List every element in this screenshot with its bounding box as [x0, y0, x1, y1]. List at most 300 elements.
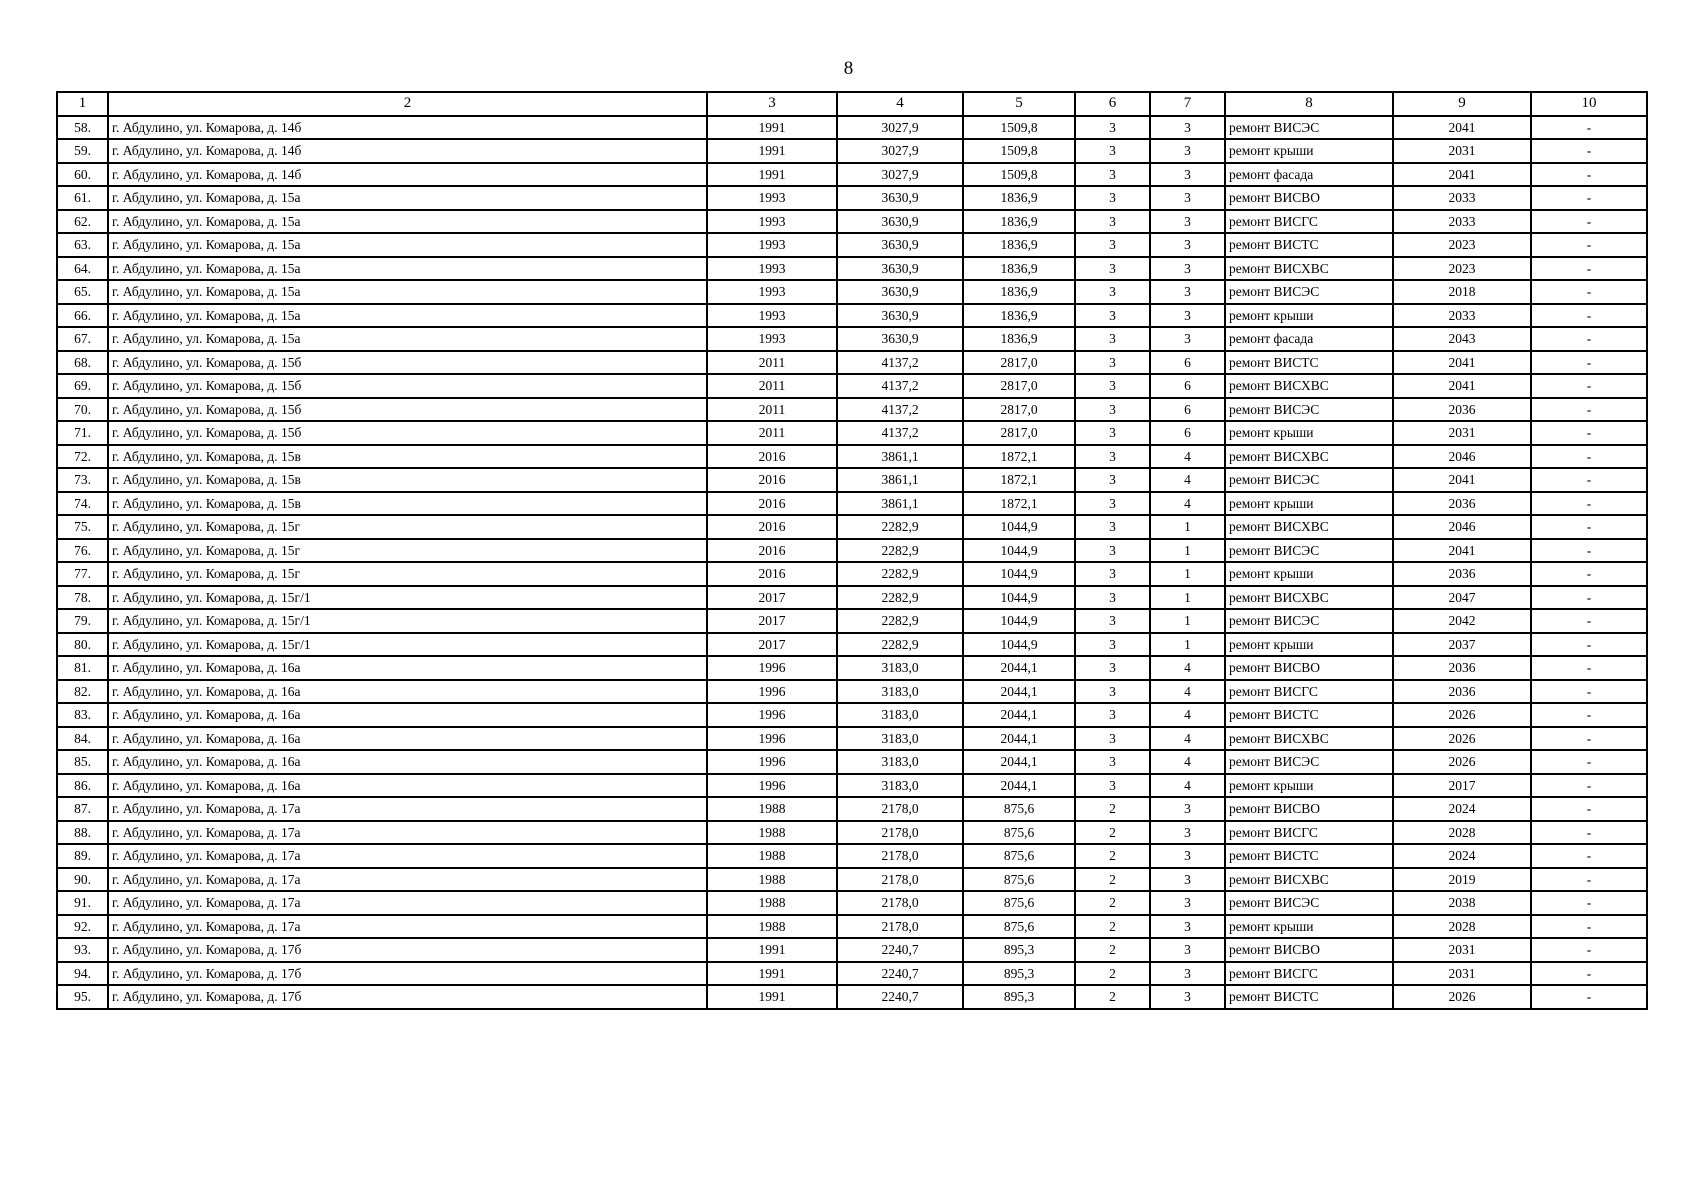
entrances-cell: 1 [1150, 562, 1225, 586]
row-number-cell: 58. [57, 116, 108, 140]
work-type-cell: ремонт крыши [1225, 633, 1393, 657]
floors-cell: 2 [1075, 844, 1150, 868]
entrances-cell: 3 [1150, 186, 1225, 210]
address-cell: г. Абдулино, ул. Комарова, д. 15а [108, 210, 707, 234]
living-area-cell: 2817,0 [963, 351, 1075, 375]
address-cell: г. Абдулино, ул. Комарова, д. 15в [108, 492, 707, 516]
note-cell: - [1531, 656, 1647, 680]
table-row [57, 327, 1647, 351]
entrances-cell: 6 [1150, 421, 1225, 445]
work-type-cell: ремонт ВИСТС [1225, 233, 1393, 257]
year-cell: 1996 [707, 727, 837, 751]
planned-year-cell: 2038 [1393, 891, 1531, 915]
address-cell: г. Абдулино, ул. Комарова, д. 15а [108, 280, 707, 304]
total-area-cell: 2282,9 [837, 633, 963, 657]
work-type-cell: ремонт ВИСТС [1225, 703, 1393, 727]
address-cell: г. Абдулино, ул. Комарова, д. 15б [108, 351, 707, 375]
total-area-cell: 2240,7 [837, 962, 963, 986]
address-cell: г. Абдулино, ул. Комарова, д. 15г [108, 515, 707, 539]
table-row [57, 985, 1647, 1009]
column-header: 9 [1393, 92, 1531, 116]
row-number-cell: 83. [57, 703, 108, 727]
total-area-cell: 3183,0 [837, 727, 963, 751]
table-row [57, 844, 1647, 868]
note-cell: - [1531, 868, 1647, 892]
planned-year-cell: 2026 [1393, 750, 1531, 774]
year-cell: 2017 [707, 633, 837, 657]
total-area-cell: 2178,0 [837, 915, 963, 939]
row-number-cell: 80. [57, 633, 108, 657]
note-cell: - [1531, 210, 1647, 234]
row-number-cell: 60. [57, 163, 108, 187]
entrances-cell: 4 [1150, 727, 1225, 751]
entrances-cell: 3 [1150, 257, 1225, 281]
year-cell: 1991 [707, 985, 837, 1009]
row-number-cell: 95. [57, 985, 108, 1009]
living-area-cell: 1044,9 [963, 562, 1075, 586]
total-area-cell: 2178,0 [837, 821, 963, 845]
row-number-cell: 70. [57, 398, 108, 422]
work-type-cell: ремонт ВИСХВС [1225, 374, 1393, 398]
living-area-cell: 2817,0 [963, 398, 1075, 422]
planned-year-cell: 2047 [1393, 586, 1531, 610]
entrances-cell: 3 [1150, 821, 1225, 845]
total-area-cell: 2240,7 [837, 938, 963, 962]
floors-cell: 2 [1075, 797, 1150, 821]
column-number-row [57, 92, 1647, 116]
note-cell: - [1531, 586, 1647, 610]
work-type-cell: ремонт крыши [1225, 421, 1393, 445]
entrances-cell: 3 [1150, 985, 1225, 1009]
address-cell: г. Абдулино, ул. Комарова, д. 17а [108, 821, 707, 845]
living-area-cell: 1872,1 [963, 468, 1075, 492]
entrances-cell: 4 [1150, 703, 1225, 727]
note-cell: - [1531, 891, 1647, 915]
note-cell: - [1531, 774, 1647, 798]
table-row [57, 492, 1647, 516]
year-cell: 1991 [707, 938, 837, 962]
address-cell: г. Абдулино, ул. Комарова, д. 16а [108, 727, 707, 751]
row-number-cell: 61. [57, 186, 108, 210]
note-cell: - [1531, 915, 1647, 939]
floors-cell: 3 [1075, 163, 1150, 187]
floors-cell: 3 [1075, 656, 1150, 680]
total-area-cell: 3861,1 [837, 445, 963, 469]
column-header: 8 [1225, 92, 1393, 116]
address-cell: г. Абдулино, ул. Комарова, д. 15г/1 [108, 633, 707, 657]
year-cell: 2016 [707, 445, 837, 469]
address-cell: г. Абдулино, ул. Комарова, д. 15а [108, 257, 707, 281]
total-area-cell: 2178,0 [837, 797, 963, 821]
address-cell: г. Абдулино, ул. Комарова, д. 17б [108, 962, 707, 986]
work-type-cell: ремонт ВИСХВС [1225, 727, 1393, 751]
total-area-cell: 3027,9 [837, 139, 963, 163]
column-header: 4 [837, 92, 963, 116]
work-type-cell: ремонт ВИСТС [1225, 985, 1393, 1009]
floors-cell: 3 [1075, 492, 1150, 516]
work-type-cell: ремонт ВИСЭС [1225, 116, 1393, 140]
planned-year-cell: 2024 [1393, 797, 1531, 821]
table-row [57, 257, 1647, 281]
floors-cell: 2 [1075, 962, 1150, 986]
note-cell: - [1531, 421, 1647, 445]
note-cell: - [1531, 985, 1647, 1009]
work-type-cell: ремонт крыши [1225, 139, 1393, 163]
address-cell: г. Абдулино, ул. Комарова, д. 17а [108, 891, 707, 915]
year-cell: 2016 [707, 492, 837, 516]
entrances-cell: 3 [1150, 938, 1225, 962]
register-table [56, 91, 1648, 1010]
row-number-cell: 87. [57, 797, 108, 821]
total-area-cell: 3630,9 [837, 186, 963, 210]
table-row [57, 656, 1647, 680]
total-area-cell: 3861,1 [837, 492, 963, 516]
address-cell: г. Абдулино, ул. Комарова, д. 15б [108, 374, 707, 398]
living-area-cell: 895,3 [963, 962, 1075, 986]
year-cell: 1988 [707, 868, 837, 892]
living-area-cell: 1836,9 [963, 280, 1075, 304]
address-cell: г. Абдулино, ул. Комарова, д. 17б [108, 985, 707, 1009]
address-cell: г. Абдулино, ул. Комарова, д. 15в [108, 445, 707, 469]
note-cell: - [1531, 351, 1647, 375]
note-cell: - [1531, 186, 1647, 210]
table-row [57, 116, 1647, 140]
address-cell: г. Абдулино, ул. Комарова, д. 15г [108, 562, 707, 586]
note-cell: - [1531, 374, 1647, 398]
work-type-cell: ремонт ВИСЭС [1225, 398, 1393, 422]
address-cell: г. Абдулино, ул. Комарова, д. 17а [108, 844, 707, 868]
planned-year-cell: 2036 [1393, 656, 1531, 680]
year-cell: 1991 [707, 139, 837, 163]
planned-year-cell: 2042 [1393, 609, 1531, 633]
floors-cell: 2 [1075, 868, 1150, 892]
entrances-cell: 6 [1150, 351, 1225, 375]
total-area-cell: 2282,9 [837, 562, 963, 586]
entrances-cell: 3 [1150, 116, 1225, 140]
planned-year-cell: 2031 [1393, 421, 1531, 445]
note-cell: - [1531, 633, 1647, 657]
planned-year-cell: 2019 [1393, 868, 1531, 892]
row-number-cell: 67. [57, 327, 108, 351]
work-type-cell: ремонт фасада [1225, 327, 1393, 351]
row-number-cell: 78. [57, 586, 108, 610]
planned-year-cell: 2024 [1393, 844, 1531, 868]
entrances-cell: 3 [1150, 304, 1225, 328]
column-header: 5 [963, 92, 1075, 116]
total-area-cell: 3630,9 [837, 327, 963, 351]
total-area-cell: 4137,2 [837, 374, 963, 398]
floors-cell: 2 [1075, 938, 1150, 962]
note-cell: - [1531, 797, 1647, 821]
work-type-cell: ремонт крыши [1225, 562, 1393, 586]
table-row [57, 539, 1647, 563]
floors-cell: 3 [1075, 562, 1150, 586]
planned-year-cell: 2023 [1393, 233, 1531, 257]
note-cell: - [1531, 445, 1647, 469]
work-type-cell: ремонт ВИСЭС [1225, 280, 1393, 304]
row-number-cell: 68. [57, 351, 108, 375]
work-type-cell: ремонт крыши [1225, 774, 1393, 798]
total-area-cell: 2178,0 [837, 844, 963, 868]
living-area-cell: 875,6 [963, 821, 1075, 845]
row-number-cell: 76. [57, 539, 108, 563]
living-area-cell: 1836,9 [963, 210, 1075, 234]
total-area-cell: 2282,9 [837, 586, 963, 610]
year-cell: 1993 [707, 327, 837, 351]
year-cell: 1993 [707, 186, 837, 210]
table-row [57, 374, 1647, 398]
note-cell: - [1531, 844, 1647, 868]
floors-cell: 3 [1075, 351, 1150, 375]
living-area-cell: 875,6 [963, 915, 1075, 939]
note-cell: - [1531, 609, 1647, 633]
year-cell: 2011 [707, 351, 837, 375]
floors-cell: 3 [1075, 116, 1150, 140]
row-number-cell: 81. [57, 656, 108, 680]
work-type-cell: ремонт ВИСЭС [1225, 468, 1393, 492]
year-cell: 1996 [707, 703, 837, 727]
entrances-cell: 4 [1150, 468, 1225, 492]
floors-cell: 2 [1075, 985, 1150, 1009]
total-area-cell: 2240,7 [837, 985, 963, 1009]
work-type-cell: ремонт фасада [1225, 163, 1393, 187]
row-number-cell: 59. [57, 139, 108, 163]
table-row [57, 962, 1647, 986]
year-cell: 2016 [707, 515, 837, 539]
planned-year-cell: 2041 [1393, 163, 1531, 187]
row-number-cell: 63. [57, 233, 108, 257]
living-area-cell: 2044,1 [963, 727, 1075, 751]
address-cell: г. Абдулино, ул. Комарова, д. 17а [108, 915, 707, 939]
work-type-cell: ремонт ВИСВО [1225, 656, 1393, 680]
floors-cell: 3 [1075, 609, 1150, 633]
row-number-cell: 73. [57, 468, 108, 492]
living-area-cell: 1044,9 [963, 609, 1075, 633]
note-cell: - [1531, 515, 1647, 539]
row-number-cell: 89. [57, 844, 108, 868]
planned-year-cell: 2036 [1393, 562, 1531, 586]
floors-cell: 3 [1075, 398, 1150, 422]
floors-cell: 3 [1075, 586, 1150, 610]
column-header: 10 [1531, 92, 1647, 116]
living-area-cell: 1044,9 [963, 539, 1075, 563]
address-cell: г. Абдулино, ул. Комарова, д. 15б [108, 398, 707, 422]
year-cell: 2011 [707, 421, 837, 445]
address-cell: г. Абдулино, ул. Комарова, д. 14б [108, 163, 707, 187]
entrances-cell: 3 [1150, 327, 1225, 351]
work-type-cell: ремонт ВИСХВС [1225, 445, 1393, 469]
table-body [57, 116, 1647, 1009]
table-row [57, 703, 1647, 727]
row-number-cell: 86. [57, 774, 108, 798]
year-cell: 2016 [707, 468, 837, 492]
planned-year-cell: 2041 [1393, 374, 1531, 398]
floors-cell: 3 [1075, 233, 1150, 257]
entrances-cell: 4 [1150, 680, 1225, 704]
row-number-cell: 69. [57, 374, 108, 398]
row-number-cell: 62. [57, 210, 108, 234]
year-cell: 1988 [707, 891, 837, 915]
entrances-cell: 6 [1150, 374, 1225, 398]
address-cell: г. Абдулино, ул. Комарова, д. 17а [108, 797, 707, 821]
row-number-cell: 79. [57, 609, 108, 633]
year-cell: 1988 [707, 915, 837, 939]
address-cell: г. Абдулино, ул. Комарова, д. 15б [108, 421, 707, 445]
planned-year-cell: 2031 [1393, 139, 1531, 163]
work-type-cell: ремонт ВИСТС [1225, 844, 1393, 868]
row-number-cell: 74. [57, 492, 108, 516]
address-cell: г. Абдулино, ул. Комарова, д. 15г [108, 539, 707, 563]
row-number-cell: 88. [57, 821, 108, 845]
living-area-cell: 1509,8 [963, 139, 1075, 163]
address-cell: г. Абдулино, ул. Комарова, д. 16а [108, 703, 707, 727]
column-header: 1 [57, 92, 108, 116]
work-type-cell: ремонт ВИСГС [1225, 680, 1393, 704]
note-cell: - [1531, 163, 1647, 187]
work-type-cell: ремонт ВИСЭС [1225, 539, 1393, 563]
year-cell: 2016 [707, 562, 837, 586]
table-row [57, 233, 1647, 257]
living-area-cell: 1836,9 [963, 257, 1075, 281]
note-cell: - [1531, 139, 1647, 163]
year-cell: 1991 [707, 962, 837, 986]
floors-cell: 3 [1075, 515, 1150, 539]
work-type-cell: ремонт ВИСТС [1225, 351, 1393, 375]
note-cell: - [1531, 821, 1647, 845]
note-cell: - [1531, 257, 1647, 281]
address-cell: г. Абдулино, ул. Комарова, д. 15г/1 [108, 609, 707, 633]
note-cell: - [1531, 468, 1647, 492]
year-cell: 2011 [707, 398, 837, 422]
planned-year-cell: 2023 [1393, 257, 1531, 281]
row-number-cell: 85. [57, 750, 108, 774]
row-number-cell: 77. [57, 562, 108, 586]
entrances-cell: 3 [1150, 139, 1225, 163]
planned-year-cell: 2046 [1393, 445, 1531, 469]
table-row [57, 727, 1647, 751]
planned-year-cell: 2031 [1393, 962, 1531, 986]
row-number-cell: 93. [57, 938, 108, 962]
entrances-cell: 4 [1150, 492, 1225, 516]
note-cell: - [1531, 750, 1647, 774]
floors-cell: 3 [1075, 257, 1150, 281]
work-type-cell: ремонт крыши [1225, 492, 1393, 516]
living-area-cell: 2044,1 [963, 703, 1075, 727]
floors-cell: 3 [1075, 750, 1150, 774]
note-cell: - [1531, 492, 1647, 516]
table-row [57, 938, 1647, 962]
floors-cell: 3 [1075, 539, 1150, 563]
table-row [57, 774, 1647, 798]
total-area-cell: 4137,2 [837, 421, 963, 445]
row-number-cell: 90. [57, 868, 108, 892]
entrances-cell: 3 [1150, 233, 1225, 257]
entrances-cell: 3 [1150, 163, 1225, 187]
living-area-cell: 2817,0 [963, 374, 1075, 398]
note-cell: - [1531, 562, 1647, 586]
year-cell: 1993 [707, 257, 837, 281]
planned-year-cell: 2036 [1393, 492, 1531, 516]
year-cell: 1988 [707, 797, 837, 821]
total-area-cell: 4137,2 [837, 398, 963, 422]
address-cell: г. Абдулино, ул. Комарова, д. 17а [108, 868, 707, 892]
work-type-cell: ремонт ВИСЭС [1225, 891, 1393, 915]
row-number-cell: 94. [57, 962, 108, 986]
row-number-cell: 65. [57, 280, 108, 304]
table-row [57, 515, 1647, 539]
year-cell: 1996 [707, 656, 837, 680]
year-cell: 1996 [707, 750, 837, 774]
year-cell: 1993 [707, 233, 837, 257]
year-cell: 1996 [707, 774, 837, 798]
work-type-cell: ремонт ВИСЭС [1225, 750, 1393, 774]
note-cell: - [1531, 727, 1647, 751]
table-row [57, 750, 1647, 774]
note-cell: - [1531, 280, 1647, 304]
table-row [57, 609, 1647, 633]
work-type-cell: ремонт ВИСЭС [1225, 609, 1393, 633]
total-area-cell: 3630,9 [837, 257, 963, 281]
total-area-cell: 3630,9 [837, 210, 963, 234]
living-area-cell: 1044,9 [963, 586, 1075, 610]
total-area-cell: 2282,9 [837, 515, 963, 539]
living-area-cell: 1836,9 [963, 327, 1075, 351]
address-cell: г. Абдулино, ул. Комарова, д. 15а [108, 233, 707, 257]
planned-year-cell: 2033 [1393, 304, 1531, 328]
table-row [57, 186, 1647, 210]
living-area-cell: 875,6 [963, 891, 1075, 915]
floors-cell: 3 [1075, 445, 1150, 469]
work-type-cell: ремонт ВИСВО [1225, 938, 1393, 962]
row-number-cell: 84. [57, 727, 108, 751]
floors-cell: 2 [1075, 915, 1150, 939]
address-cell: г. Абдулино, ул. Комарова, д. 15г/1 [108, 586, 707, 610]
table-row [57, 139, 1647, 163]
living-area-cell: 875,6 [963, 868, 1075, 892]
year-cell: 1993 [707, 280, 837, 304]
living-area-cell: 895,3 [963, 938, 1075, 962]
table-row [57, 633, 1647, 657]
work-type-cell: ремонт ВИСГС [1225, 210, 1393, 234]
planned-year-cell: 2036 [1393, 398, 1531, 422]
table-row [57, 562, 1647, 586]
living-area-cell: 1872,1 [963, 492, 1075, 516]
total-area-cell: 3183,0 [837, 750, 963, 774]
year-cell: 2011 [707, 374, 837, 398]
page-number: 8 [843, 58, 854, 79]
row-number-cell: 66. [57, 304, 108, 328]
living-area-cell: 1509,8 [963, 116, 1075, 140]
address-cell: г. Абдулино, ул. Комарова, д. 15а [108, 304, 707, 328]
floors-cell: 3 [1075, 327, 1150, 351]
living-area-cell: 1872,1 [963, 445, 1075, 469]
entrances-cell: 4 [1150, 750, 1225, 774]
living-area-cell: 1836,9 [963, 186, 1075, 210]
year-cell: 2017 [707, 586, 837, 610]
entrances-cell: 1 [1150, 633, 1225, 657]
total-area-cell: 2282,9 [837, 539, 963, 563]
planned-year-cell: 2031 [1393, 938, 1531, 962]
address-cell: г. Абдулино, ул. Комарова, д. 16а [108, 656, 707, 680]
planned-year-cell: 2037 [1393, 633, 1531, 657]
entrances-cell: 3 [1150, 280, 1225, 304]
floors-cell: 3 [1075, 727, 1150, 751]
note-cell: - [1531, 962, 1647, 986]
address-cell: г. Абдулино, ул. Комарова, д. 16а [108, 774, 707, 798]
total-area-cell: 3183,0 [837, 656, 963, 680]
note-cell: - [1531, 539, 1647, 563]
total-area-cell: 3861,1 [837, 468, 963, 492]
